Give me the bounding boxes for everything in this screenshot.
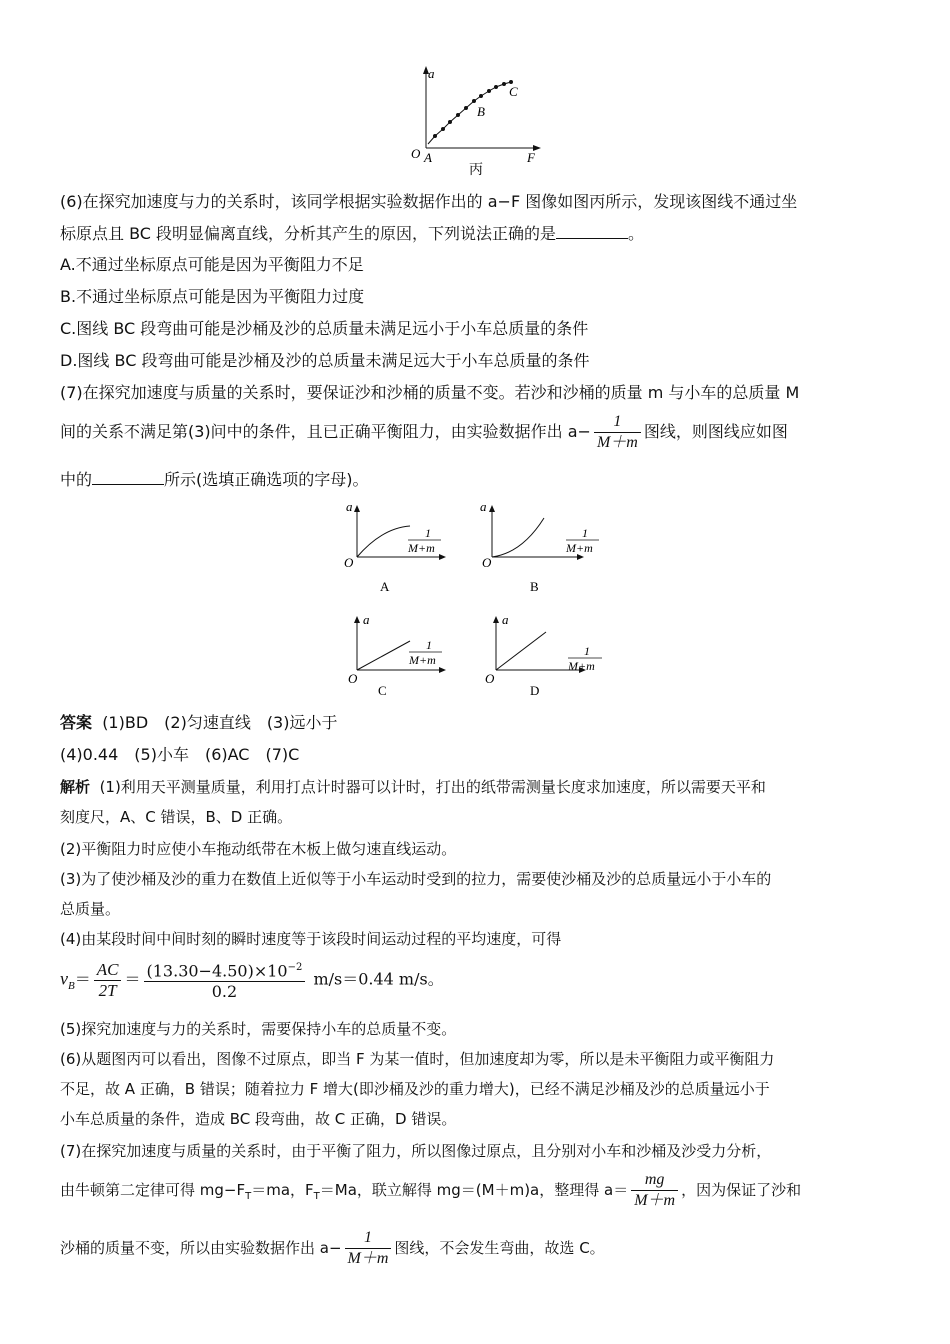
graph-b [480, 499, 599, 594]
svg-text:O: O [482, 555, 492, 570]
q6-option-d: D.图线 BC 段弯曲可能是沙桶及沙的总质量未满足远大于小车总质量的条件 [60, 351, 590, 370]
q7-line1: (7)在探究加速度与质量的关系时，要保证沙和沙桶的质量不变。若沙和沙桶的质量 m 与小车的总质量 M [60, 383, 800, 402]
answer-blank-q7[interactable] [92, 468, 164, 485]
analysis-p7-b: 由牛顿第二定律可得 $mg-F_T=ma$，$F_T=Ma$，联立解得 mg＝(M＋m)a，整理得 a＝ $\frac{mg}{M+m}$ ，因为保证了沙和 [60, 1171, 802, 1209]
equation-vb: $v_B=$ $\frac{AC}{2T}$ ＝ $\frac{(13.30-4.50)\times 10^{-2}}{0.2}$ m/s＝0.44 m/s。 [60, 959, 444, 1002]
answer-blank-q6[interactable] [556, 222, 628, 239]
q6-line1: (6)在探究加速度与力的关系时，该同学根据实验数据作出的 a−F 图像如图丙所示，发现该图线不通过坐 [60, 192, 798, 211]
axis-label-a: a [428, 66, 435, 81]
svg-text:C: C [378, 683, 387, 698]
svg-text:a: a [502, 612, 509, 627]
q6-option-b: B.不通过坐标原点可能是因为平衡阻力过度 [60, 287, 365, 306]
q7-line3: 中的 所示(选填正确选项的字母)。 [60, 470, 369, 489]
point-label-b: B [477, 104, 485, 119]
svg-text:B: B [530, 579, 539, 594]
analysis-p3-b: 总质量。 [60, 900, 121, 918]
figure-bing-graph [405, 64, 550, 179]
point-label-c: C [509, 84, 518, 99]
answer-line2: (4)0.44 (5)小车 (6)AC (7)C [60, 745, 300, 764]
svg-text:O: O [344, 555, 354, 570]
analysis-p3-a: (3)为了使沙桶及沙的重力在数值上近似等于小车运动时受到的拉力，需要使沙桶及沙的总质量远小于小车的 [60, 870, 772, 888]
analysis-p4: (4)由某段时间中间时刻的瞬时速度等于该段时间运动过程的平均速度，可得 [60, 930, 562, 948]
analysis-p6-b: 不足，故 A 正确，B 错误；随着拉力 F 增大(即沙桶及沙的重力增大)，已经不满足沙桶及沙的总质量远小于 [60, 1080, 770, 1098]
analysis-p1-a: 解析 (1)利用天平测量质量，利用打点计时器可以计时，打出的纸带需测量长度求加速度，所以需要天平和 [60, 778, 766, 796]
analysis-p2: (2)平衡阻力时应使小车拖动纸带在木板上做匀速直线运动。 [60, 840, 457, 858]
analysis-p7-c: 沙桶的质量不变，所以由实验数据作出 a− $\frac{1}{M+m}$ 图线，不会发生弯曲，故选 C。 [60, 1229, 605, 1267]
a-f-curve [428, 82, 511, 144]
svg-text:O: O [485, 671, 495, 686]
analysis-p6-a: (6)从题图丙可以看出，图像不过原点，即当 F 为某一值时，但加速度却为零，所以是未平衡阻力或平衡阻力 [60, 1050, 775, 1068]
svg-text:1: 1 [582, 526, 588, 540]
data-points [433, 80, 513, 138]
svg-text:M+m: M+m [409, 653, 436, 667]
option-graphs [330, 495, 630, 710]
analysis-label: 解析 [60, 778, 91, 796]
svg-text:O: O [348, 671, 358, 686]
svg-text:D: D [530, 683, 540, 698]
svg-text:A: A [380, 579, 390, 594]
svg-text:M+m: M+m [568, 659, 595, 673]
svg-text:M+m: M+m [408, 541, 435, 555]
answer-label: 答案 [60, 713, 93, 732]
answer-line1: 答案 (1)BD (2)匀速直线 (3)远小于 [60, 713, 338, 732]
point-label-a: A [424, 150, 432, 165]
svg-text:a: a [480, 499, 487, 514]
svg-text:1: 1 [425, 526, 431, 540]
svg-text:1: 1 [426, 638, 432, 652]
analysis-p7-a: (7)在探究加速度与质量的关系时，由于平衡了阻力，所以图像过原点，且分别对小车和沙桶及沙受力分析， [60, 1142, 772, 1160]
figure-caption: 丙 [469, 163, 483, 178]
q6-option-a: A.不通过坐标原点可能是因为平衡阻力不足 [60, 255, 364, 274]
svg-text:M+m: M+m [566, 541, 593, 555]
analysis-p6-c: 小车总质量的条件，造成 BC 段弯曲，故 C 正确，D 错误。 [60, 1110, 457, 1128]
axis-label-f: F [527, 150, 535, 165]
q7-line2: 间的关系不满足第(3)问中的条件，且已正确平衡阻力，由实验数据作出 a− $\frac{1}{M+m}$ 图线，则图线应如图 [60, 413, 788, 451]
q6-line2: 标原点且 BC 段明显偏离直线，分析其产生的原因，下列说法正确的是 。 [60, 224, 645, 243]
analysis-p5: (5)探究加速度与力的关系时，需要保持小车的总质量不变。 [60, 1020, 457, 1038]
graph-a [344, 499, 446, 594]
graph-c [348, 612, 446, 698]
svg-text:a: a [363, 612, 370, 627]
svg-text:1: 1 [584, 644, 590, 658]
graph-d [485, 612, 602, 698]
q6-option-c: C.图线 BC 段弯曲可能是沙桶及沙的总质量未满足远小于小车总质量的条件 [60, 319, 589, 338]
origin-label: O [411, 146, 421, 161]
q7-fraction: $\frac{1}{M+m}$ [594, 412, 641, 453]
analysis-p1-b: 刻度尺，A、C 错误，B、D 正确。 [60, 808, 293, 826]
svg-text:a: a [346, 499, 353, 514]
